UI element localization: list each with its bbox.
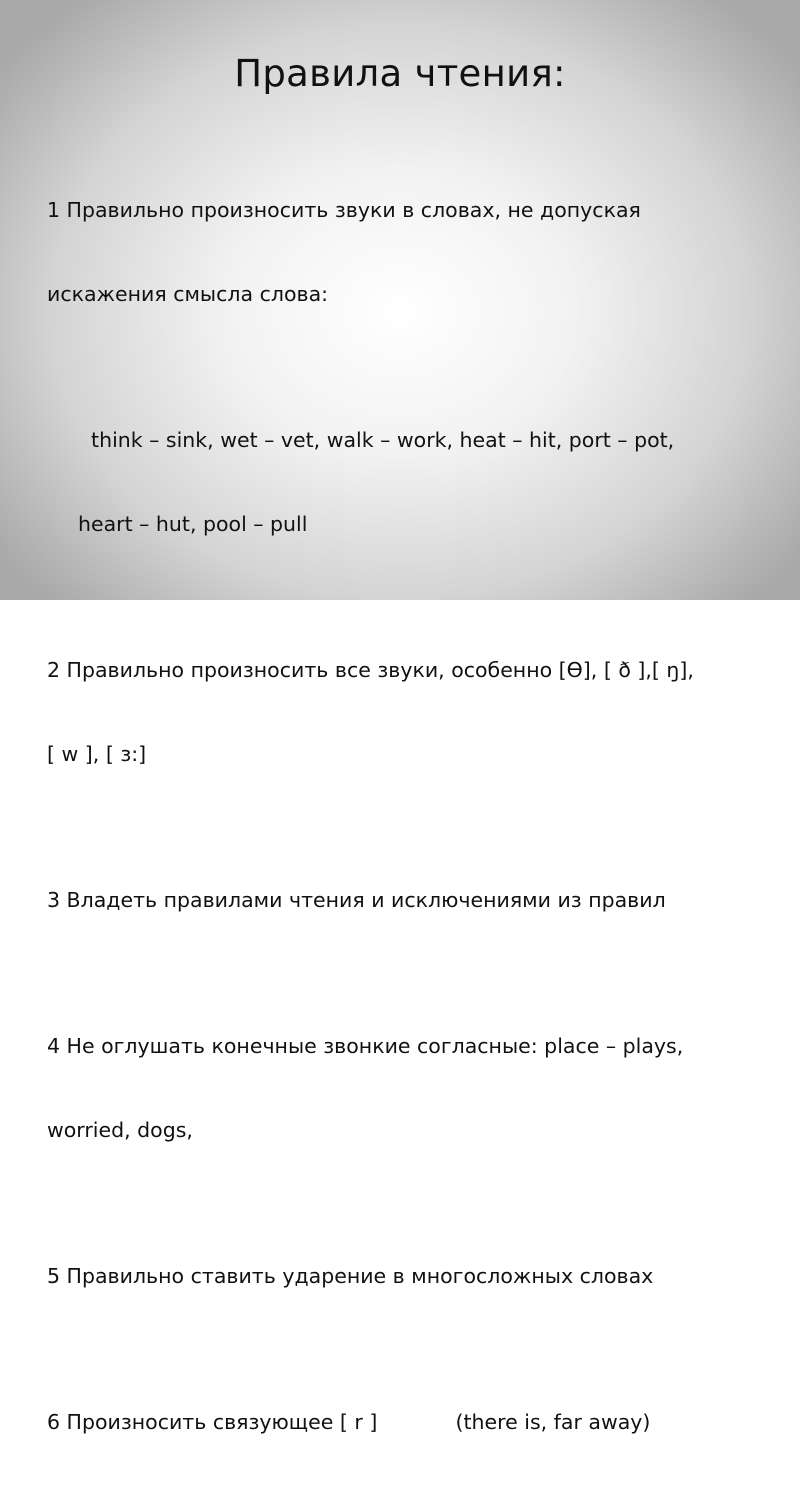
rule-4-line-2: worried, dogs, <box>47 1118 193 1142</box>
rule-3-line-1: 3 Владеть правилами чтения и исключениями из правил <box>47 888 666 912</box>
rule-5-line-1: 5 Правильно ставить ударение в многосложных словах <box>47 1264 654 1288</box>
slide-title: Правила чтения: <box>234 52 566 95</box>
rule-4-line-1: 4 Не оглушать конечные звонкие согласные: place – plays, <box>47 1034 684 1058</box>
rule-item-1 <box>47 140 767 364</box>
rule-item-4 <box>47 976 767 1200</box>
rule-item-2 <box>47 600 767 824</box>
rule-1-line-2: искажения смысла слова: <box>47 282 329 306</box>
rule-1-examples <box>47 370 767 594</box>
rule-2-line-1: 2 Правильно произносить все звуки, особенно [Ө], [ ð ],[ ŋ], <box>47 658 694 682</box>
rules-list <box>47 140 767 1498</box>
rule-item-6 <box>47 1352 767 1492</box>
examples-line-2: heart – hut, pool – pull <box>78 512 308 536</box>
rule-6-line-1: 6 Произносить связующее [ r ] (there is, far away) <box>47 1410 651 1434</box>
rule-item-3 <box>47 830 767 970</box>
examples-line-1: think – sink, wet – vet, walk – work, heat – hit, port – pot, <box>78 428 675 452</box>
rule-2-line-2: [ w ], [ з:] <box>47 742 147 766</box>
rule-item-5 <box>47 1206 767 1346</box>
rule-1-line-1: 1 Правильно произносить звуки в словах, не допуская <box>47 198 641 222</box>
